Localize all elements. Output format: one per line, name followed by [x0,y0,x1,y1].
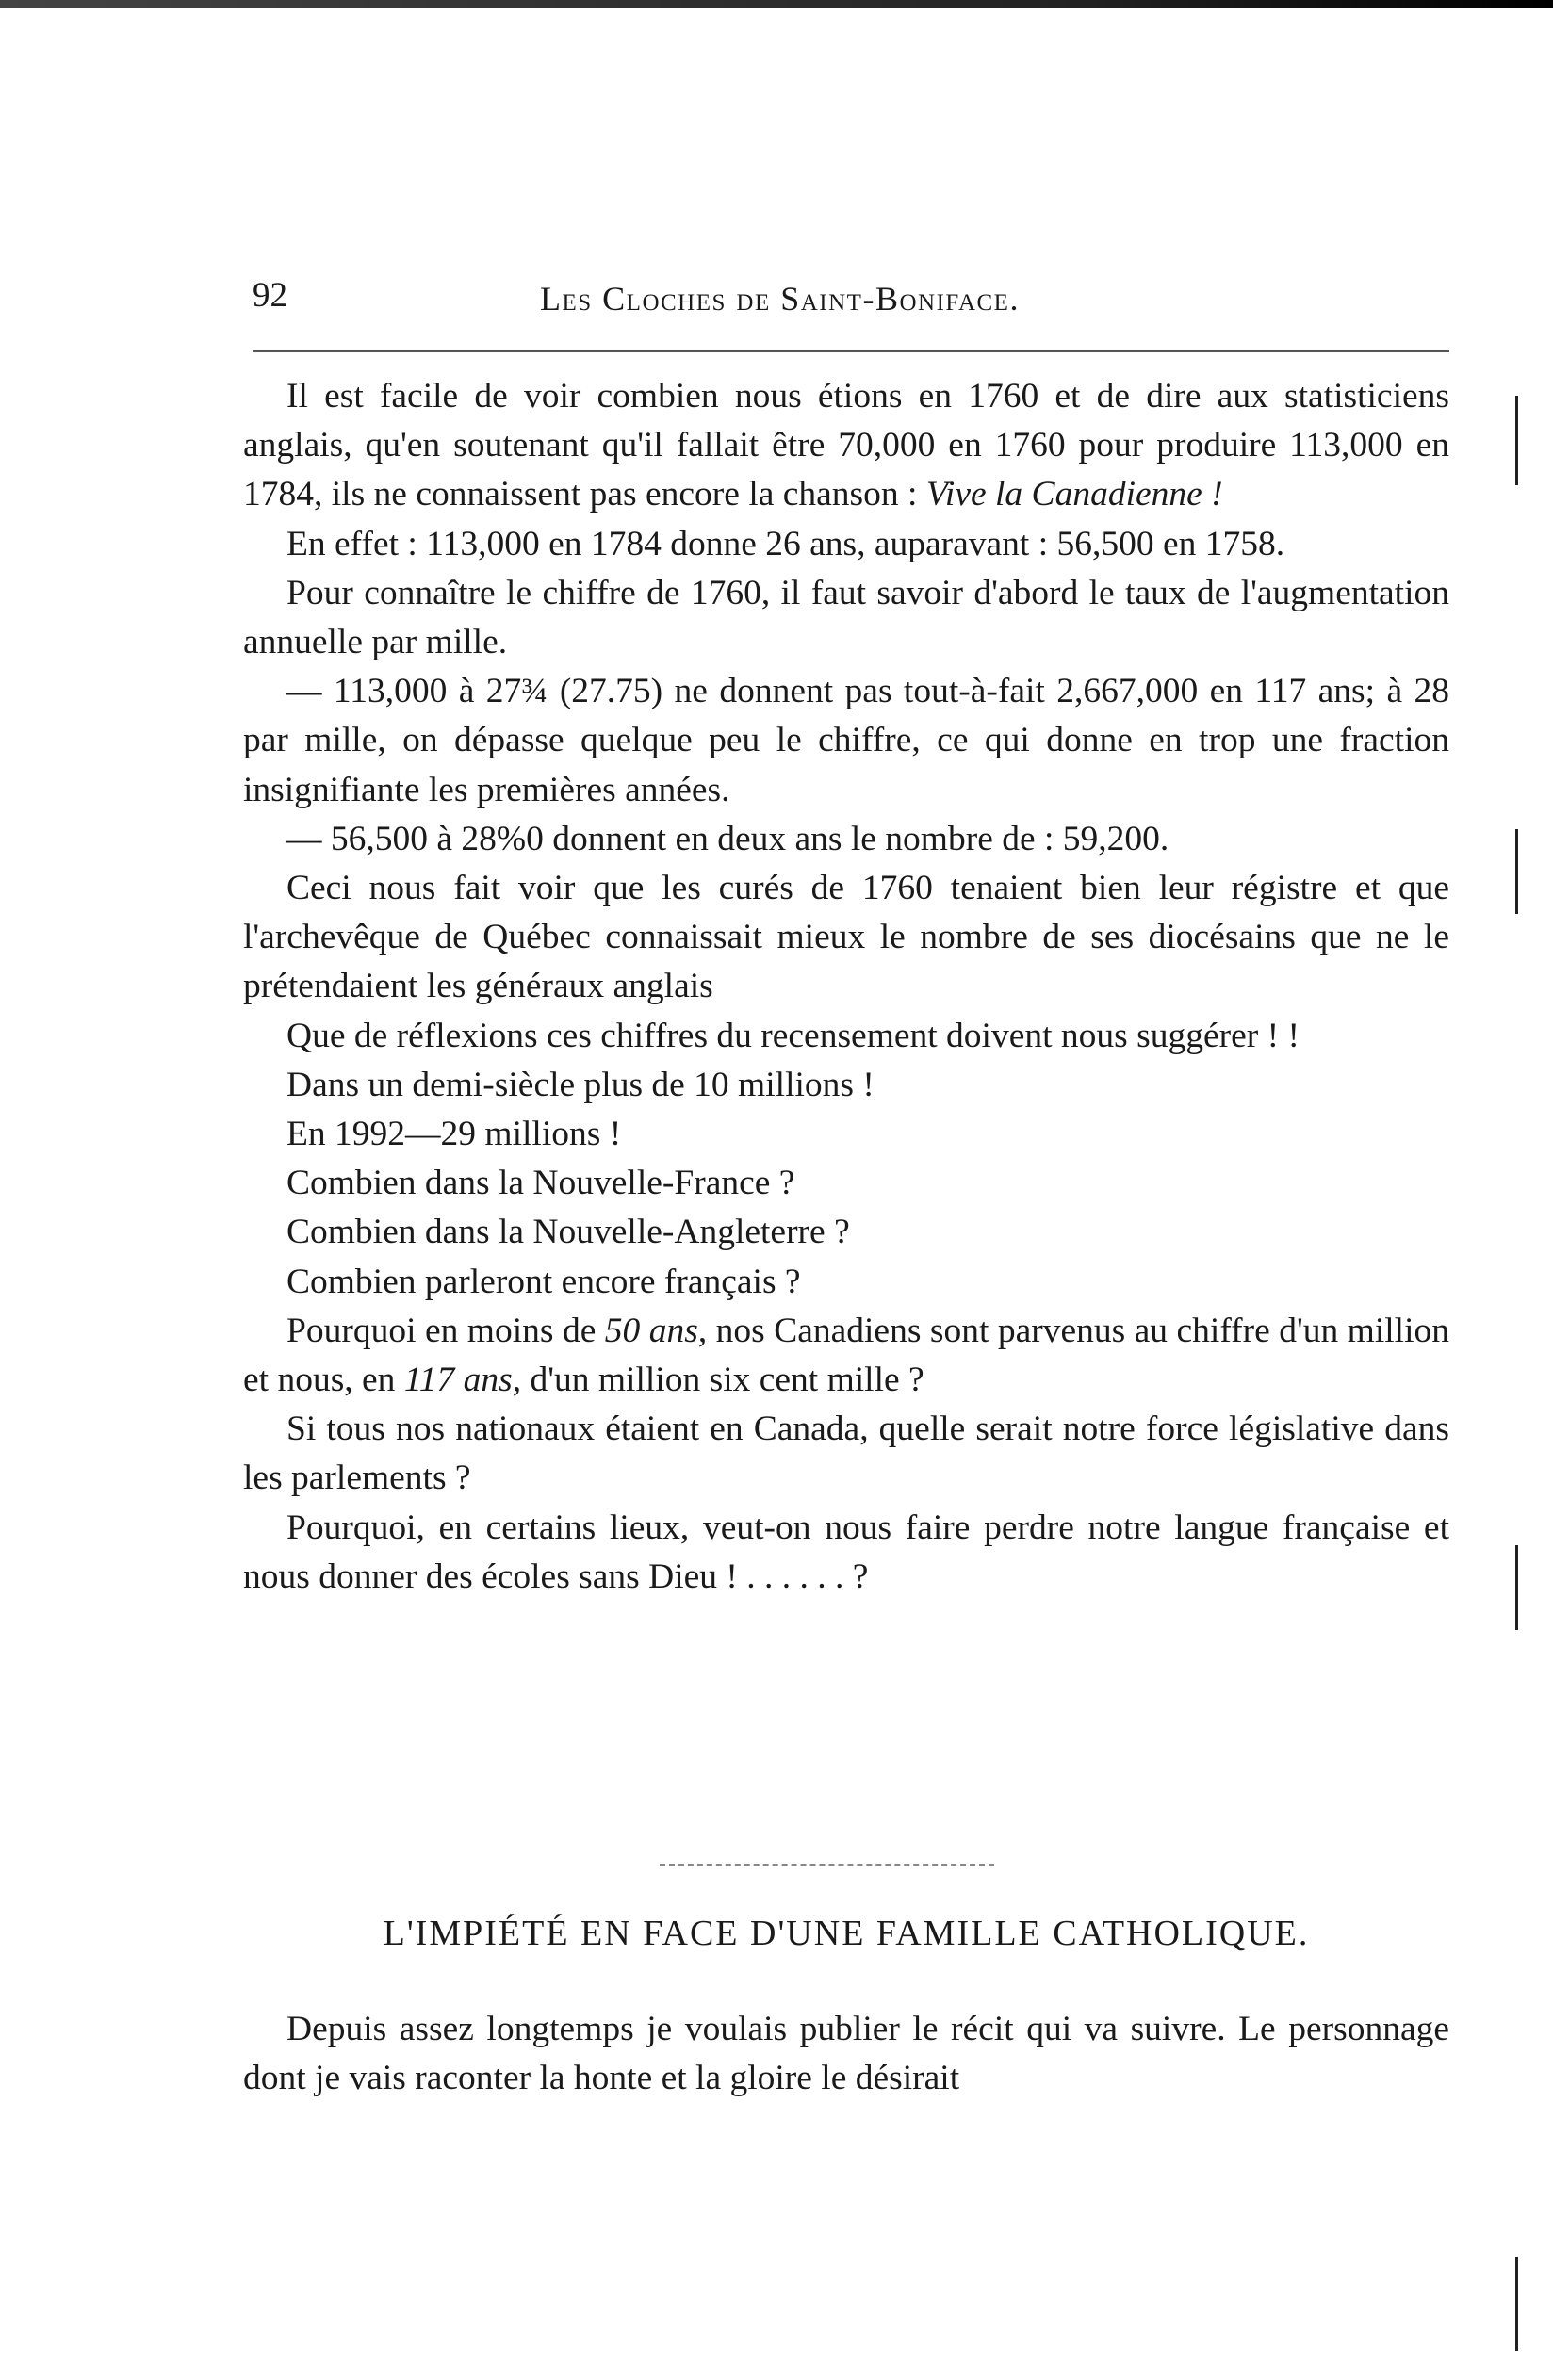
paragraph: Dans un demi-siècle plus de 10 millions ! [286,1065,875,1104]
song-title: Vive la Canadienne ! [925,475,1223,514]
paragraph: En effet : 113,000 en 1784 donne 26 ans, auparavant : 56,500 en 1758. [286,524,1285,563]
paragraph-pourquoi: Pourquoi en moins de 50 ans, nos Canadiens sont parvenus au chiffre d'un million et nous, en 117 ans, d'un million six cent mille ? [243,1311,1450,1400]
header-rule [253,350,1449,352]
paragraph: Combien dans la Nouvelle-Angleterre ? [286,1213,850,1252]
section-text [243,2005,1449,2103]
paragraph: Depuis assez longtemps je voulais publier le récit qui va suivre. Le personnage dont je vais raconter la honte et la gloire le désirait [243,2010,1449,2097]
margin-mark [1515,1545,1518,1630]
paragraph: Pourquoi, en certains lieux, veut-on nous faire perdre notre langue française et nous donner des écoles sans Dieu ! . . . . . . ? [243,1508,1449,1596]
page-header [253,275,1195,332]
paragraph: Ceci nous fait voir que les curés de 1760 tenaient bien leur régistre et que l'archevêque de Québec connaissait mieux le nombre de ses diocésains que ne le prétendaient les généraux anglais [243,869,1449,1006]
section-heading: L'IMPIÉTÉ EN FACE D'UNE FAMILLE CATHOLIQUE. [383,1914,1310,1953]
paragraph: Pour connaître le chiffre de 1760, il faut savoir d'abord le taux de l'augmentation annuelle par mille. [243,573,1449,662]
paragraph: — 113,000 à 27¾ (27.75) ne donnent pas tout-à-fait 2,667,000 en 117 ans; à 28 par mille, on dépasse quelque peu le chiffre, ce qui donne en trop une fraction insignifiante les premières années. [243,672,1449,809]
running-title: Les Cloches de Saint-Boniface. [540,280,1020,318]
margin-mark [1515,829,1518,914]
page-top-edge [0,0,1553,8]
margin-mark [1515,396,1518,485]
paragraph: Il est facile de voir combien nous étions en 1760 et de dire aux statisticiens anglais, qu'en soutenant qu'il fallait être 70,000 en 1760 pour produire 113,000 en 1784, ils ne connaissent pas encore la chanson : Vive la Canadienne ! [243,377,1449,514]
section-separator [660,1864,994,1866]
body-text [243,372,1449,1602]
paragraph: Si tous nos nationaux étaient en Canada, quelle serait notre force législative dans les parlements ? [243,1410,1449,1498]
paragraph: Combien dans la Nouvelle-France ? [286,1164,795,1203]
margin-mark [1515,2257,1518,2351]
paragraph: — 56,500 à 28%0 donnent en deux ans le nombre de : 59,200. [286,819,1169,858]
paragraph: Que de réflexions ces chiffres du recensement doivent nous suggérer ! ! [286,1016,1300,1055]
paragraph: Combien parleront encore français ? [286,1262,801,1301]
page-number: 92 [253,276,287,315]
paragraph: En 1992—29 millions ! [286,1115,622,1154]
